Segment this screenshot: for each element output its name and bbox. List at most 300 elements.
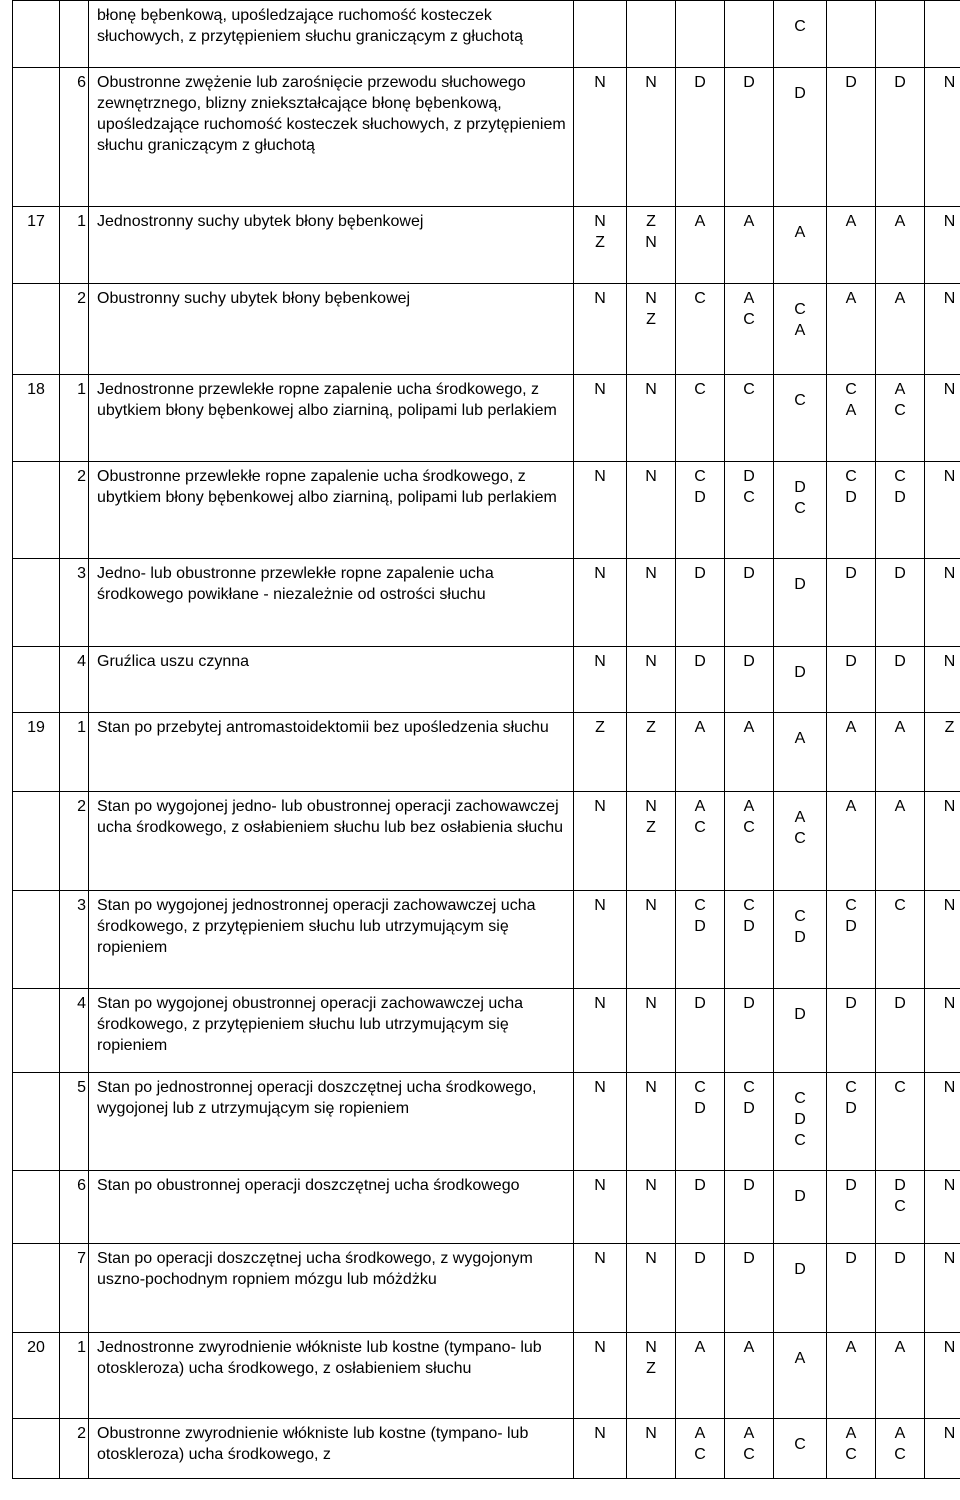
category-cell xyxy=(574,1,627,68)
category-code: A xyxy=(845,290,857,307)
category-code: A xyxy=(694,719,706,736)
category-code: N xyxy=(645,290,657,307)
category-code: C xyxy=(794,301,806,318)
condition-description: Stan po wygojonej jednostronnej operacji zachowawczej ucha środkowego, z przytępieniem słuchu lub utrzymującym się ropieniem xyxy=(89,891,574,989)
category-code: A xyxy=(894,381,906,398)
category-code: D xyxy=(743,74,755,91)
category-code: A xyxy=(794,809,806,826)
category-cell xyxy=(774,1,827,68)
category-code: N xyxy=(594,565,606,582)
category-cell xyxy=(774,375,827,462)
category-cell xyxy=(676,647,725,713)
item-number xyxy=(60,1,89,68)
category-code: A xyxy=(743,1339,755,1356)
category-code: N xyxy=(645,1339,657,1356)
category-code: A xyxy=(743,798,755,815)
category-code: N xyxy=(943,995,956,1012)
category-code: D xyxy=(845,918,857,935)
category-code: N xyxy=(594,1425,606,1442)
section-number xyxy=(13,1244,60,1333)
category-cell xyxy=(627,1419,676,1479)
category-code: D xyxy=(743,995,755,1012)
category-code: N xyxy=(645,1425,657,1442)
category-cell xyxy=(827,647,876,713)
category-cell xyxy=(925,1171,960,1244)
category-cell xyxy=(574,1073,627,1171)
category-cell xyxy=(925,647,960,713)
item-number: 3 xyxy=(60,559,89,647)
category-code: D xyxy=(845,489,857,506)
category-code: C xyxy=(794,1090,806,1107)
category-cell xyxy=(827,1333,876,1419)
table-row xyxy=(13,1073,960,1171)
category-code: C xyxy=(694,1079,706,1096)
category-cell xyxy=(876,1419,925,1479)
section-number xyxy=(13,1171,60,1244)
section-number: 18 xyxy=(13,375,60,462)
category-code: N xyxy=(594,74,606,91)
category-cell xyxy=(725,1171,774,1244)
category-code: C xyxy=(894,402,906,419)
category-cell xyxy=(774,792,827,891)
category-code: C xyxy=(794,500,806,517)
category-code: N xyxy=(645,1079,657,1096)
category-cell xyxy=(676,1171,725,1244)
category-code: A xyxy=(845,1339,857,1356)
category-code: C xyxy=(743,489,755,506)
condition-description: Stan po operacji doszczętnej ucha środkowego, z wygojonym uszno-pochodnym ropniem mózgu lub móżdżku xyxy=(89,1244,574,1333)
table-row xyxy=(13,1171,960,1244)
category-code: D xyxy=(894,653,906,670)
category-cell xyxy=(925,713,960,792)
category-cell xyxy=(676,559,725,647)
category-cell xyxy=(676,792,725,891)
category-code: A xyxy=(694,798,706,815)
category-code: A xyxy=(794,1350,806,1367)
category-code: D xyxy=(794,576,806,593)
category-cell xyxy=(574,647,627,713)
category-code: D xyxy=(694,74,706,91)
category-cell xyxy=(725,284,774,375)
category-cell xyxy=(925,792,960,891)
category-code: N xyxy=(645,565,657,582)
category-cell xyxy=(676,207,725,284)
category-code: N xyxy=(594,1177,606,1194)
item-number: 2 xyxy=(60,792,89,891)
section-number xyxy=(13,1073,60,1171)
category-cell xyxy=(925,891,960,989)
category-code: Z xyxy=(646,1360,656,1377)
category-cell xyxy=(876,284,925,375)
section-number xyxy=(13,68,60,207)
category-code: A xyxy=(894,213,906,230)
category-code: A xyxy=(694,1425,706,1442)
category-cell xyxy=(827,1244,876,1333)
section-number: 20 xyxy=(13,1333,60,1419)
category-cell xyxy=(574,1244,627,1333)
category-cell xyxy=(876,559,925,647)
category-code: D xyxy=(845,1250,857,1267)
category-code: N xyxy=(594,468,606,485)
category-cell xyxy=(876,375,925,462)
condition-description: Obustronne zwężenie lub zarośnięcie przewodu słuchowego zewnętrznego, blizny zniekształcające błonę bębenkową, upośledzające ruchomość kosteczek słuchowych, z przytępieniem słuchu graniczącym z głuchotą xyxy=(89,68,574,207)
condition-description: Obustronne zwyrodnienie włókniste lub kostne (tympano- lub otoskleroza) ucha środkowego, z xyxy=(89,1419,574,1479)
category-code: N xyxy=(594,381,606,398)
table-row xyxy=(13,1419,960,1479)
category-cell xyxy=(774,1419,827,1479)
category-cell xyxy=(725,1419,774,1479)
category-code: N xyxy=(943,1177,956,1194)
category-code: D xyxy=(743,1177,755,1194)
category-code: N xyxy=(943,565,956,582)
section-number xyxy=(13,792,60,891)
category-cell xyxy=(827,792,876,891)
category-code: D xyxy=(694,565,706,582)
category-cell xyxy=(725,68,774,207)
table-row xyxy=(13,647,960,713)
category-code: C xyxy=(845,1446,857,1463)
category-cell xyxy=(676,1244,725,1333)
category-cell xyxy=(574,713,627,792)
item-number: 1 xyxy=(60,713,89,792)
category-code: C xyxy=(894,1198,906,1215)
category-cell xyxy=(925,1244,960,1333)
category-cell xyxy=(725,989,774,1073)
category-code: A xyxy=(894,290,906,307)
condition-description: Jednostronne zwyrodnienie włókniste lub kostne (tympano- lub otoskleroza) ucha środkowego, z osłabieniem słuchu xyxy=(89,1333,574,1419)
item-number: 2 xyxy=(60,284,89,375)
category-code: N xyxy=(943,290,956,307)
category-cell xyxy=(876,1171,925,1244)
category-cell xyxy=(876,1244,925,1333)
category-cell xyxy=(627,375,676,462)
section-number: 19 xyxy=(13,713,60,792)
category-code: A xyxy=(894,1339,906,1356)
category-cell xyxy=(925,284,960,375)
category-code: D xyxy=(743,468,755,485)
category-code: C xyxy=(894,1446,906,1463)
category-code: N xyxy=(943,1339,956,1356)
category-code: A xyxy=(845,1425,857,1442)
category-cell xyxy=(627,559,676,647)
category-code: N xyxy=(943,1425,956,1442)
item-number: 3 xyxy=(60,891,89,989)
category-cell xyxy=(876,462,925,559)
category-cell xyxy=(925,1419,960,1479)
category-code: D xyxy=(794,929,806,946)
category-code: N xyxy=(594,798,606,815)
category-cell xyxy=(725,891,774,989)
condition-description: Jedno- lub obustronne przewlekłe ropne zapalenie ucha środkowego powikłane - niezależnie od ostrości słuchu xyxy=(89,559,574,647)
category-cell xyxy=(925,989,960,1073)
category-cell xyxy=(827,559,876,647)
category-cell xyxy=(725,792,774,891)
category-cell xyxy=(827,713,876,792)
item-number: 6 xyxy=(60,68,89,207)
category-code: D xyxy=(743,918,755,935)
category-code: N xyxy=(943,468,956,485)
category-code: C xyxy=(694,290,706,307)
category-cell xyxy=(774,1244,827,1333)
category-cell xyxy=(676,284,725,375)
category-code: D xyxy=(894,74,906,91)
category-code: D xyxy=(694,995,706,1012)
category-code: D xyxy=(894,565,906,582)
condition-description: Obustronny suchy ubytek błony bębenkowej xyxy=(89,284,574,375)
category-cell xyxy=(627,713,676,792)
category-cell xyxy=(627,68,676,207)
category-cell xyxy=(676,891,725,989)
condition-description: Gruźlica uszu czynna xyxy=(89,647,574,713)
category-code: C xyxy=(794,392,806,409)
category-cell xyxy=(676,462,725,559)
category-code: C xyxy=(694,897,706,914)
category-code: D xyxy=(894,1177,906,1194)
item-number: 2 xyxy=(60,1419,89,1479)
section-number xyxy=(13,891,60,989)
category-code: N xyxy=(645,995,657,1012)
category-cell xyxy=(574,68,627,207)
category-code: N xyxy=(645,897,657,914)
category-cell xyxy=(925,1,960,68)
section-number xyxy=(13,462,60,559)
category-cell xyxy=(876,713,925,792)
category-cell xyxy=(676,1073,725,1171)
category-code: C xyxy=(743,311,755,328)
category-code: D xyxy=(845,74,857,91)
category-cell xyxy=(676,1333,725,1419)
category-code: D xyxy=(743,653,755,670)
condition-description: Stan po obustronnej operacji doszczętnej ucha środkowego xyxy=(89,1171,574,1244)
category-cell xyxy=(627,792,676,891)
category-code: A xyxy=(894,798,906,815)
category-cell xyxy=(627,989,676,1073)
category-code: C xyxy=(845,897,857,914)
condition-description: błonę bębenkową, upośledzające ruchomość kosteczek słuchowych, z przytępieniem słuchu graniczącym z głuchotą xyxy=(89,1,574,68)
category-code: A xyxy=(794,730,806,747)
table-row xyxy=(13,375,960,462)
category-code: N xyxy=(594,897,606,914)
category-code: D xyxy=(794,1188,806,1205)
category-cell xyxy=(725,1,774,68)
category-code: D xyxy=(894,995,906,1012)
category-code: C xyxy=(894,468,906,485)
category-code: D xyxy=(743,565,755,582)
category-cell xyxy=(876,647,925,713)
category-code: A xyxy=(743,1425,755,1442)
category-code: D xyxy=(894,489,906,506)
category-code: C xyxy=(845,381,857,398)
category-code: N xyxy=(645,381,657,398)
category-code: C xyxy=(894,897,906,914)
category-code: Z xyxy=(944,719,955,736)
category-code: N xyxy=(645,653,657,670)
item-number: 5 xyxy=(60,1073,89,1171)
table-body xyxy=(13,1,960,1479)
category-cell xyxy=(627,284,676,375)
section-number: 17 xyxy=(13,207,60,284)
category-code: D xyxy=(694,653,706,670)
category-code: N xyxy=(594,290,606,307)
category-cell xyxy=(827,207,876,284)
category-cell xyxy=(925,1333,960,1419)
category-cell xyxy=(774,462,827,559)
category-code: Z xyxy=(646,311,656,328)
category-cell xyxy=(627,1171,676,1244)
category-code: C xyxy=(694,468,706,485)
item-number: 6 xyxy=(60,1171,89,1244)
category-cell xyxy=(827,68,876,207)
category-cell xyxy=(925,207,960,284)
category-code: Z xyxy=(646,213,656,230)
condition-description: Stan po wygojonej jedno- lub obustronnej operacji zachowawczej ucha środkowego, z osłabieniem słuchu lub bez osłabienia słuchu xyxy=(89,792,574,891)
category-code: D xyxy=(794,1006,806,1023)
category-cell xyxy=(827,891,876,989)
condition-description: Stan po wygojonej obustronnej operacji zachowawczej ucha środkowego, z przytępieniem słuchu lub utrzymującym się ropieniem xyxy=(89,989,574,1073)
category-cell xyxy=(876,1,925,68)
category-code: D xyxy=(694,1177,706,1194)
category-code: N xyxy=(594,213,606,230)
category-cell xyxy=(876,68,925,207)
category-cell xyxy=(676,375,725,462)
category-code: N xyxy=(594,995,606,1012)
category-cell xyxy=(827,1073,876,1171)
category-cell xyxy=(774,68,827,207)
category-code: A xyxy=(794,224,806,241)
qualification-table xyxy=(12,0,960,1479)
category-code: N xyxy=(943,381,956,398)
table-row xyxy=(13,792,960,891)
category-cell xyxy=(676,1419,725,1479)
table-row xyxy=(13,1333,960,1419)
category-code: D xyxy=(845,1100,857,1117)
category-cell xyxy=(574,207,627,284)
category-code: D xyxy=(845,1177,857,1194)
item-number: 4 xyxy=(60,989,89,1073)
category-cell xyxy=(574,559,627,647)
category-code: A xyxy=(894,719,906,736)
category-code: N xyxy=(943,1079,956,1096)
category-cell xyxy=(574,792,627,891)
category-code: A xyxy=(794,322,806,339)
category-code: A xyxy=(894,1425,906,1442)
category-cell xyxy=(774,1171,827,1244)
category-code: D xyxy=(845,995,857,1012)
category-cell xyxy=(627,207,676,284)
category-cell xyxy=(574,989,627,1073)
category-cell xyxy=(574,284,627,375)
section-number xyxy=(13,284,60,375)
category-code: N xyxy=(943,653,956,670)
category-cell xyxy=(627,647,676,713)
condition-description: Stan po jednostronnej operacji doszczętnej ucha środkowego, wygojonej lub z utrzymującym się ropieniem xyxy=(89,1073,574,1171)
category-cell xyxy=(725,1073,774,1171)
table-row xyxy=(13,989,960,1073)
category-cell xyxy=(876,989,925,1073)
category-code: D xyxy=(694,489,706,506)
category-cell xyxy=(774,207,827,284)
category-cell xyxy=(574,1419,627,1479)
category-code: C xyxy=(845,1079,857,1096)
category-code: N xyxy=(594,653,606,670)
category-cell xyxy=(827,462,876,559)
category-code: A xyxy=(743,290,755,307)
category-code: C xyxy=(694,1446,706,1463)
category-cell xyxy=(574,462,627,559)
category-cell xyxy=(725,207,774,284)
category-code: C xyxy=(743,819,755,836)
category-code: A xyxy=(845,402,857,419)
category-cell xyxy=(627,891,676,989)
category-code: A xyxy=(845,798,857,815)
category-code: D xyxy=(794,664,806,681)
category-code: A xyxy=(694,1339,706,1356)
category-code: A xyxy=(743,213,755,230)
category-code: N xyxy=(645,1250,657,1267)
section-number xyxy=(13,1419,60,1479)
table-row xyxy=(13,713,960,792)
category-code: D xyxy=(845,565,857,582)
category-cell xyxy=(774,284,827,375)
category-cell xyxy=(627,1244,676,1333)
category-cell xyxy=(574,1333,627,1419)
category-code: C xyxy=(794,1436,806,1453)
section-number xyxy=(13,647,60,713)
category-code: D xyxy=(694,1100,706,1117)
category-code: N xyxy=(943,74,956,91)
table-row xyxy=(13,207,960,284)
category-cell xyxy=(725,713,774,792)
category-code: C xyxy=(694,819,706,836)
category-code: Z xyxy=(595,719,605,736)
condition-description: Stan po przebytej antromastoidektomii bez upośledzenia słuchu xyxy=(89,713,574,792)
category-cell xyxy=(876,207,925,284)
item-number: 4 xyxy=(60,647,89,713)
category-code: D xyxy=(694,1250,706,1267)
category-cell xyxy=(774,1073,827,1171)
category-cell xyxy=(725,559,774,647)
item-number: 2 xyxy=(60,462,89,559)
category-code: C xyxy=(743,1446,755,1463)
category-code: N xyxy=(943,798,956,815)
category-cell xyxy=(827,1,876,68)
category-cell xyxy=(925,375,960,462)
category-cell xyxy=(827,1419,876,1479)
category-cell xyxy=(925,68,960,207)
table-row xyxy=(13,284,960,375)
category-code: Z xyxy=(595,234,605,251)
category-cell xyxy=(627,462,676,559)
category-cell xyxy=(827,1171,876,1244)
section-number xyxy=(13,1,60,68)
category-cell xyxy=(627,1,676,68)
category-code: D xyxy=(894,1250,906,1267)
category-cell xyxy=(574,891,627,989)
category-cell xyxy=(774,891,827,989)
category-cell xyxy=(725,647,774,713)
table-row xyxy=(13,68,960,207)
category-code: C xyxy=(743,897,755,914)
category-code: D xyxy=(794,1261,806,1278)
category-code: N xyxy=(943,213,956,230)
category-code: C xyxy=(743,381,755,398)
category-cell xyxy=(676,989,725,1073)
category-cell xyxy=(725,375,774,462)
item-number: 1 xyxy=(60,375,89,462)
category-cell xyxy=(676,713,725,792)
condition-description: Obustronne przewlekłe ropne zapalenie ucha środkowego, z ubytkiem błony bębenkowej albo ziarniną, polipami lub perlakiem xyxy=(89,462,574,559)
category-code: D xyxy=(794,1111,806,1128)
